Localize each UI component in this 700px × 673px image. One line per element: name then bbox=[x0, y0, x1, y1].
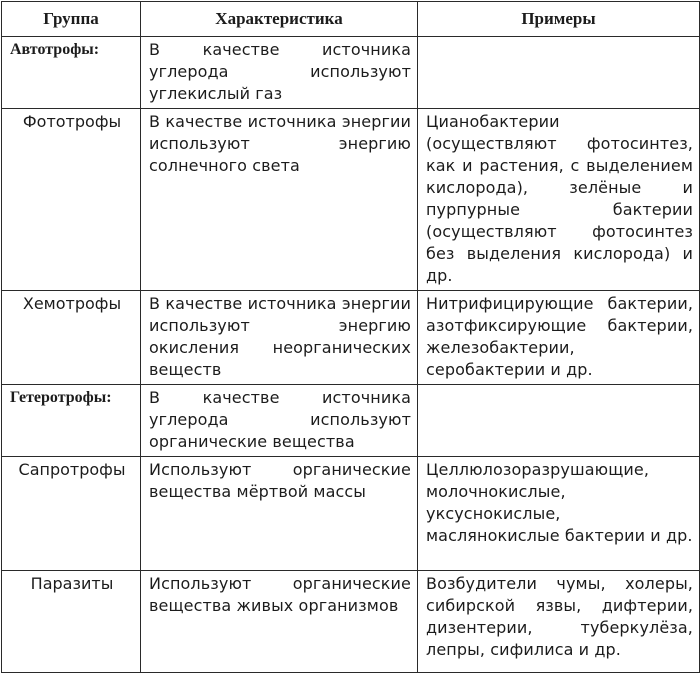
characteristic-cell: Используют органические вещества живых организмов bbox=[141, 571, 418, 673]
table-row bbox=[2, 109, 700, 291]
characteristic-cell: В качестве источника энергии используют энергию окисления неорганических веществ bbox=[141, 291, 418, 385]
bacteria-nutrition-table bbox=[1, 1, 700, 673]
characteristic-cell: В качестве источника углерода используют углекислый газ bbox=[141, 37, 418, 109]
table-header-row bbox=[2, 2, 700, 37]
classification-table-container bbox=[1, 1, 699, 660]
examples-cell: Возбудители чумы, холеры, сибирской язвы, дифтерии, дизентерии, туберкулёза, лепры, сифилиса и др. bbox=[418, 571, 700, 673]
group-cell: Паразиты bbox=[2, 571, 141, 673]
group-cell: Гетеротрофы: bbox=[2, 385, 141, 457]
examples-cell: Цианобактерии (осуществляют фотосинтез, как и растения, с выделением кислорода), зелёные и пурпурные бактерии (осуществляют фотосинтез без выделения кислорода) и др. bbox=[418, 109, 700, 291]
examples-cell bbox=[418, 37, 700, 109]
header-group: Группа bbox=[2, 2, 141, 37]
characteristic-cell: В качестве источника энергии используют энергию солнечного света bbox=[141, 109, 418, 291]
table-row bbox=[2, 37, 700, 109]
header-examples: Примеры bbox=[418, 2, 700, 37]
examples-cell bbox=[418, 385, 700, 457]
group-cell: Хемотрофы bbox=[2, 291, 141, 385]
group-cell: Сапротрофы bbox=[2, 457, 141, 571]
table-row bbox=[2, 385, 700, 457]
examples-cell: Нитрифицирующие бактерии, азотфиксирующие бактерии, железобактерии, серобактерии и др. bbox=[418, 291, 700, 385]
group-cell: Фототрофы bbox=[2, 109, 141, 291]
table-row bbox=[2, 457, 700, 571]
table-row bbox=[2, 291, 700, 385]
characteristic-cell: Используют органические вещества мёртвой массы bbox=[141, 457, 418, 571]
group-cell: Автотрофы: bbox=[2, 37, 141, 109]
examples-cell: Целлюлозоразрушающие, молочнокислые, уксуснокислые, маслянокислые бактерии и др. bbox=[418, 457, 700, 571]
table-row bbox=[2, 571, 700, 673]
characteristic-cell: В качестве источника углерода используют органические вещества bbox=[141, 385, 418, 457]
header-characteristic: Характеристика bbox=[141, 2, 418, 37]
